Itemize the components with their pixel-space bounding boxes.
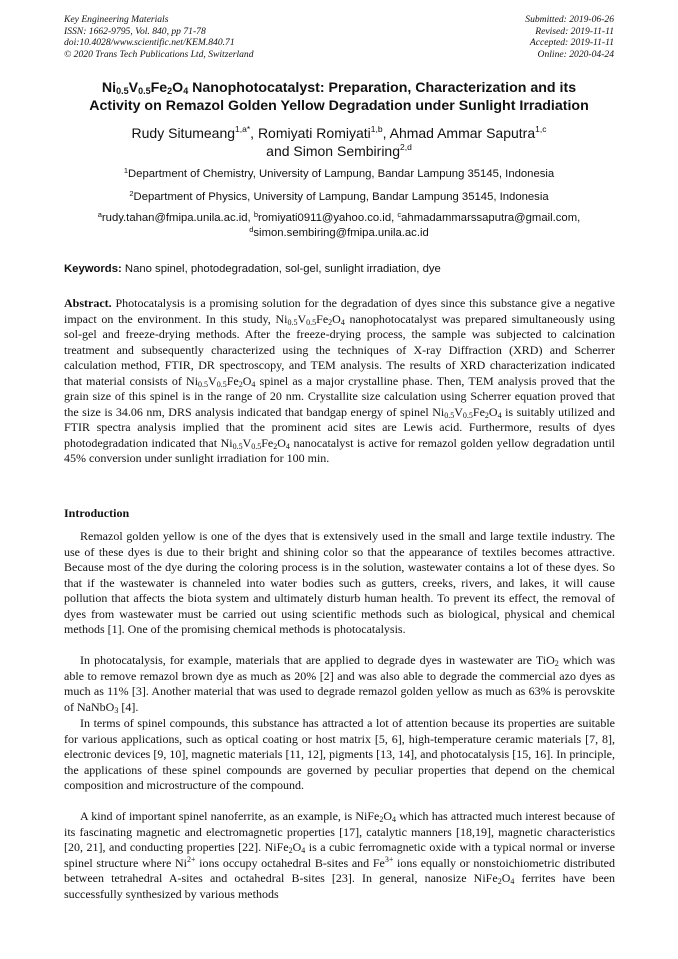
email-link[interactable]: simon.sembiring@fmipa.unila.ac.id — [253, 227, 429, 239]
date-accepted: Accepted: 2019-11-11 — [529, 37, 614, 49]
emails-line-2: $^d$simon.sembiring@fmipa.unila.ac.id — [249, 225, 429, 239]
title-line-1: $Ni_{0.5}V_{0.5}Fe_2O_4$ Nanophotocatalyst: Preparation, Characterization and its — [101, 80, 577, 96]
journal-issn: ISSN: 1662-9795, Vol. 840, pp 71-78 — [64, 25, 206, 37]
keywords-text: Nano spinel, photodegradation, sol-gel, sunlight irradiation, dye — [121, 263, 441, 275]
article-dates — [525, 14, 614, 60]
intro-paragraph-3: In terms of spinel compounds, this substance has attracted a lot of attention because its properties are suitable for various applications, such as optical coating or host matrix [5, 6], high-temperature ceramic materials [7, 8], electronic devices [9, 10], magnetic materials [11, 12], pigments [13, 14], and photocatalysis [15, 16]. In principle, the applications of these spinel compounds are governed by peculiar properties that depend on the chemical composition and microstructure of the compound. — [64, 716, 615, 792]
abstract: Abstract. Photocatalysis is a promising solution for the degradation of dyes since this substance give a negative impact on the environment. In this study, $Ni_{0.5}V_{0.5}Fe_2O_4$ nanophotocatalyst was prepared simultaneously using sol-gel and freeze-drying methods. After the freeze-drying process, the sample was subjected to calcination treatment and subsequently characterized using the techniques of X-ray Diffraction (XRD) and Scherrer calculation method, FTIR, DR spectroscopy, and TEM analysis. The results of XRD characterization indicated that material consists of $Ni_{0.5}V_{0.5}Fe_2O_4$ spinel as a major crystalline phase. Then, TEM analysis proved that the grain size of this spinel is in the range of 20 nm. Crystallite size calculation using Scherrer equation proved that the size is 34.06 nm, DRS analysis indicated that bandgap energy of spinel $Ni_{0.5}V_{0.5}Fe_2O_4$ is suitably utilized and FTIR spectra analysis implied that the prominent acid sites are Lewis acid. Furthermore, results of dyes photodegradation indicated that $Ni_{0.5}V_{0.5}Fe_2O_4$ nanocatalyst is active for remazol golden yellow degradation until 45% conversion under sunlight irradiation for 100 min. — [64, 296, 616, 465]
email-link[interactable]: rudy.tahan@fmipa.unila.ac.id, — [101, 212, 254, 224]
intro-paragraph-2: In photocatalysis, for example, materials that are applied to degrade dyes in wastewater are TiO$_2$ which was able to remove remazol brown dye as much as 20% [2] and was also able to degrade the commercial azo dyes as much as 11% [3]. Another material that was used to degrade remazol golden yellow as much as 63% is perovskite of NaNbO$_3$ [4]. — [64, 653, 615, 715]
keywords — [64, 262, 618, 276]
author-name: , Ahmad Ammar Saputra — [382, 125, 536, 141]
journal-name: Key Engineering Materials — [64, 14, 169, 25]
title-line-2: Activity on Remazol Golden Yellow Degradation under Sunlight Irradiation — [89, 97, 589, 114]
journal-copyright: © 2020 Trans Tech Publications Ltd, Switzerland — [64, 48, 254, 60]
keywords-label: Keywords: — [64, 263, 122, 275]
paper-title — [40, 80, 638, 115]
intro-paragraph-4: A kind of important spinel nanoferrite, as an example, is $NiFe_2O_4$ which has attracted much interest because of its fascinating magnetic and electromagnetic properties [17], catalytic manners [18,19], magnetic characteristics [20, 21], and conducting properties [22]. $NiFe_2O_4$ is a cubic ferromagnetic oxide with a typical normal or inverse spinel structure where $Ni^{2+}$ ions occupy octahedral B-sites and $Fe^{3+}$ ions equally or nonstoichiometric distributed between tetrahedral A-sites and octahedral B-sites [23]. In general, nanosize $NiFe_2O_4$ ferrites have been successfully synthesized by various methods — [64, 809, 616, 901]
intro-paragraph-1: Remazol golden yellow is one of the dyes that is extensively used in the small and large textile industry. The use of these dyes is due to their bright and shining color so that the appearance of textiles becomes attractive. Because most of the dye during the coloring process is in the solution, wastewater contains a lot of these dyes. So that if the wastewater is channeled into water bodies such as gutters, creeks, rivers, and lakes, it will cause pollution that affects the biota system and ultimately disturb human health. To prevent its effect, the removal of dyes from wastewater must be carried out using scientific methods such as biological, physical and chemical methods [1]. One of the promising chemical methods is photocatalysis. — [64, 529, 615, 636]
email-link[interactable]: ahmadammarssaputra@gmail.com, — [401, 212, 581, 224]
journal-info — [64, 14, 254, 60]
author-list — [40, 124, 638, 160]
date-revised: Revised: 2019-11-11 — [535, 25, 614, 37]
journal-doi: doi:10.4028/www.scientific.net/KEM.840.71 — [64, 37, 235, 49]
author-emails — [30, 211, 648, 241]
author-name: , Romiyati Romiyati — [250, 125, 371, 141]
date-submitted: Submitted: 2019-06-26 — [525, 14, 614, 25]
date-online: Online: 2020-04-24 — [537, 48, 614, 60]
author-name: Rudy Situmeang — [131, 125, 236, 141]
authors-line-2: and Simon Sembiring$^{2,d}$ — [266, 142, 412, 159]
author-name: and Simon Sembiring — [266, 143, 401, 159]
section-heading-introduction: Introduction — [64, 506, 130, 520]
abstract-label: Abstract. — [64, 296, 112, 310]
affiliation-2: $^2$Department of Physics, University of Lampung, Bandar Lampung 35145, Indonesia — [129, 189, 549, 203]
email-link[interactable]: romiyati0911@yahoo.co.id, — [258, 212, 398, 224]
emails-line-1: $^a$rudy.tahan@fmipa.unila.ac.id, $^b$romiyati0911@yahoo.co.id, $^c$ahmadammarssaputra@gmail.com, — [97, 210, 581, 224]
affiliation-1: $^1$Department of Chemistry, University of Lampung, Bandar Lampung 35145, Indonesia — [123, 166, 555, 180]
journal-header — [64, 14, 614, 64]
authors-line-1: Rudy Situmeang$^{1,a*}$, Romiyati Romiyati$^{1,b}$, Ahmad Ammar Saputra$^{1,c}$ — [131, 124, 547, 141]
